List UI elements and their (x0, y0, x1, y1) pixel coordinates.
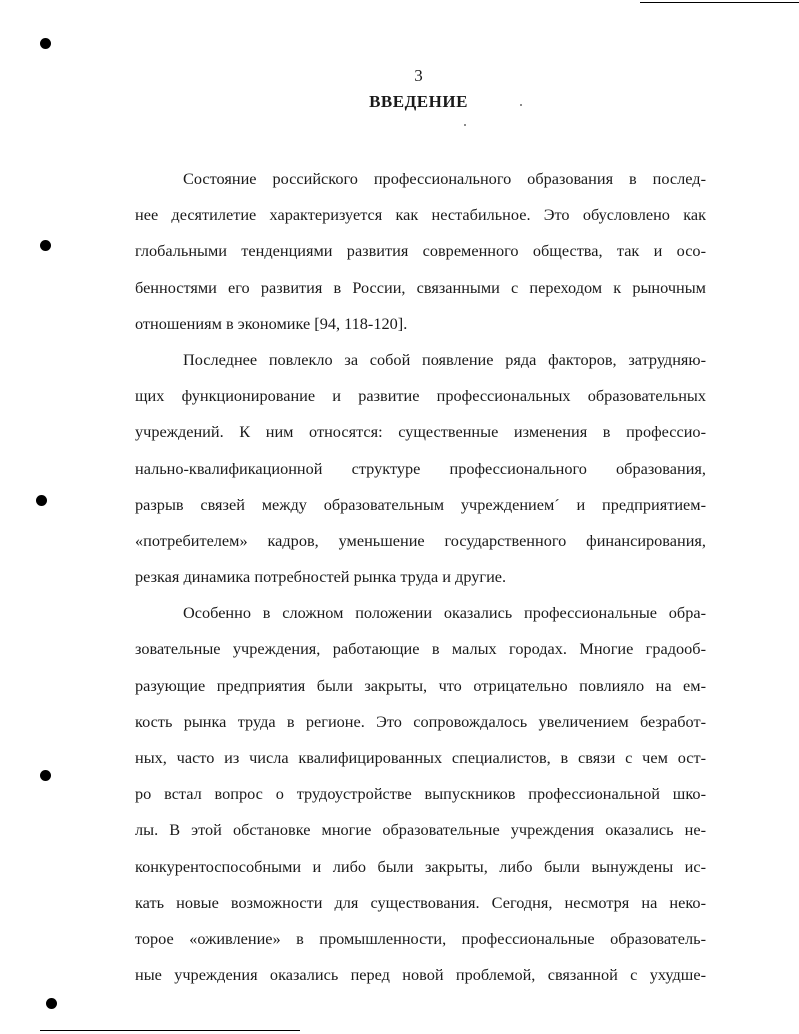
text-line: ро встал вопрос о трудоустройстве выпускников профессиональной шко- (135, 784, 706, 804)
text-line: ных, часто из числа квалифицированных специалистов, в связи с чем ост- (135, 748, 706, 767)
text-line: торое «оживление» в промышленности, профессиональные образователь- (135, 928, 706, 948)
punch-hole (36, 495, 47, 506)
paragraph (135, 161, 706, 342)
body-text (135, 161, 706, 993)
scan-speck (464, 124, 466, 126)
page-number: 3 (414, 66, 423, 85)
section-heading: ВВЕДЕНИЕ (369, 92, 468, 111)
scan-edge-line (40, 1030, 300, 1031)
text-line: резкая динамика потребностей рынка труда и другие. (135, 567, 507, 587)
paragraph (135, 342, 706, 595)
text-line: разующие предприятия были закрыты, что отрицательно повлияло на ем- (135, 675, 706, 695)
punch-hole (40, 240, 51, 251)
text-line: лы. В этой обстановке многие образовательные учреждения оказались не- (135, 820, 706, 840)
text-line: кость рынка труда в регионе. Это сопровождалось увеличением безработ- (135, 711, 706, 731)
text-line: зовательные учреждения, работающие в малых городах. Многие градооб- (135, 639, 706, 659)
text-line: щих функционирование и развитие профессиональных образовательных (135, 386, 706, 406)
text-line: нее десятилетие характеризуется как нестабильное. Это обусловлено как (135, 205, 706, 225)
punch-hole (46, 998, 57, 1009)
text-line: отношениям в экономике [94, 118-120]. (135, 313, 408, 333)
text-line: Последнее повлекло за собой появление ряда факторов, затрудняю- (183, 349, 706, 369)
text-line: «потребителем» кадров, уменьшение государственного финансирования, (135, 530, 706, 550)
text-line: Особенно в сложном положении оказались профессиональные обра- (183, 603, 706, 623)
text-line: разрыв связей между образовательным учреждением´ и предприятием- (135, 494, 706, 514)
scan-edge-line (640, 2, 799, 3)
text-line: глобальными тенденциями развития современного общества, так и осо- (135, 241, 706, 261)
punch-hole (40, 38, 51, 49)
text-line: кать новые возможности для существования. Сегодня, несмотря на неко- (135, 892, 706, 912)
punch-hole (40, 770, 51, 781)
paragraph (135, 595, 706, 993)
text-line: нально-квалификационной структуре профессионального образования, (135, 458, 706, 478)
text-line: Состояние российского профессионального образования в послед- (183, 169, 706, 188)
text-line: ные учреждения оказались перед новой проблемой, связанной с ухудше- (135, 965, 706, 985)
text-line: учреждений. К ним относятся: существенные изменения в профессио- (135, 422, 706, 442)
text-line: конкурентоспособными и либо были закрыты, либо были вынуждены ис- (135, 856, 706, 876)
text-line: бенностями его развития в России, связанными с переходом к рыночным (135, 277, 706, 297)
